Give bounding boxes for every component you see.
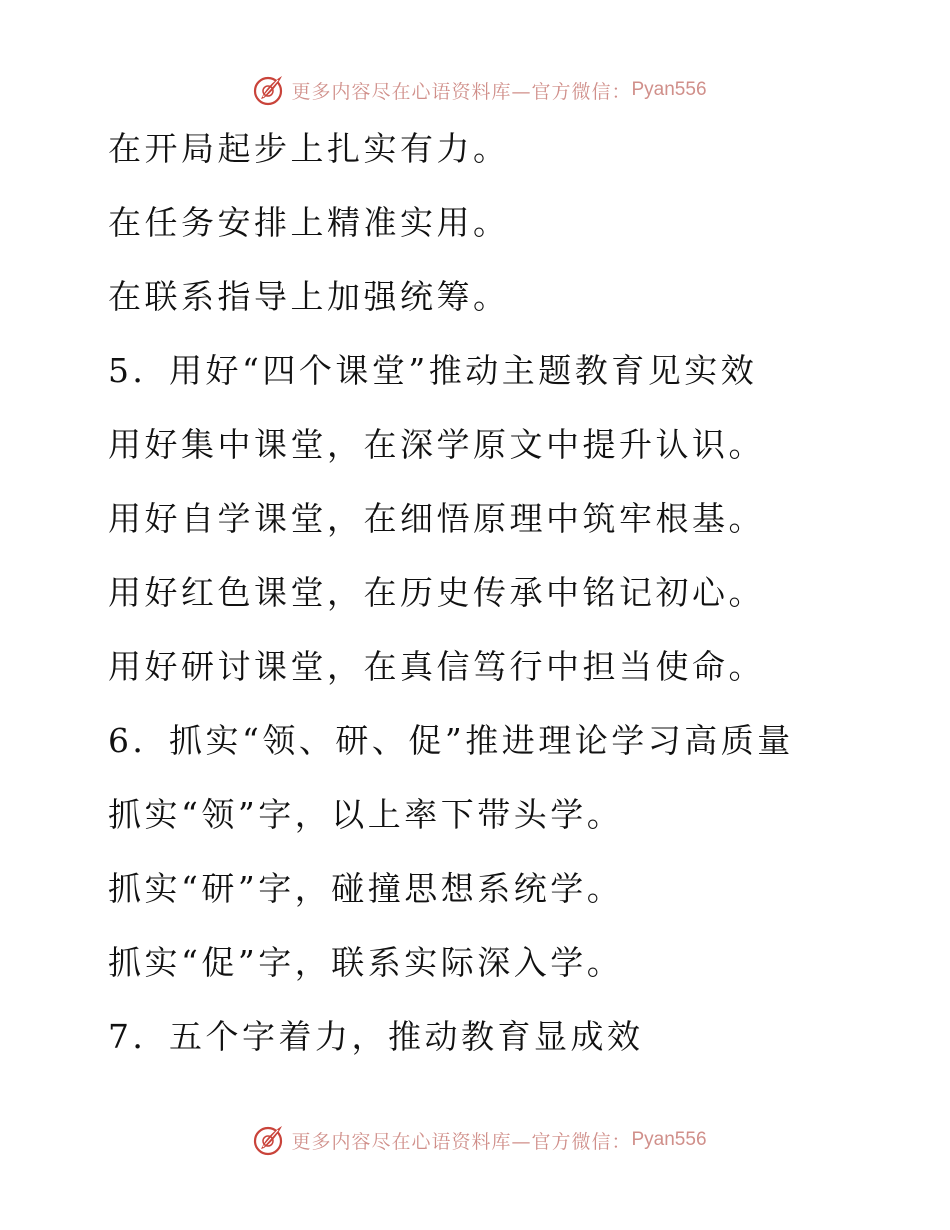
watermark-wechat-id: Pyan556 (631, 1129, 707, 1150)
body-line: 抓实“领”字，以上率下带头学。 (108, 795, 624, 834)
body-line: 用好红色课堂，在历史传承中铭记初心。 (108, 573, 765, 612)
document-body (108, 120, 908, 1082)
footer-watermark-inner (251, 1122, 706, 1158)
body-line: 抓实“研”字，碰撞思想系统学。 (108, 869, 624, 908)
body-line: 抓实“促”字，联系实际深入学。 (108, 943, 624, 982)
body-line: 在联系指导上加强统筹。 (108, 277, 510, 316)
header-watermark (0, 70, 950, 110)
feather-pen-circle-icon (251, 1122, 287, 1158)
feather-pen-circle-icon (251, 72, 287, 108)
section-heading: 6．抓实“领、研、促”推进理论学习高质量 (108, 721, 794, 760)
body-line: 在开局起步上扎实有力。 (108, 129, 510, 168)
header-watermark-inner (251, 72, 706, 108)
section-heading: 7．五个字着力，推动教育显成效 (108, 1017, 644, 1056)
watermark-text: 更多内容尽在心语资料库—官方微信： (291, 80, 632, 103)
footer-watermark (0, 1120, 950, 1160)
body-line: 用好集中课堂，在深学原文中提升认识。 (108, 425, 765, 464)
watermark-wechat-id: Pyan556 (631, 79, 707, 100)
body-line: 用好研讨课堂，在真信笃行中担当使命。 (108, 647, 765, 686)
section-heading: 5．用好“四个课堂”推动主题教育见实效 (108, 351, 758, 390)
body-line: 在任务安排上精准实用。 (108, 203, 510, 242)
watermark-text: 更多内容尽在心语资料库—官方微信： (291, 1130, 632, 1153)
body-line: 用好自学课堂，在细悟原理中筑牢根基。 (108, 499, 765, 538)
